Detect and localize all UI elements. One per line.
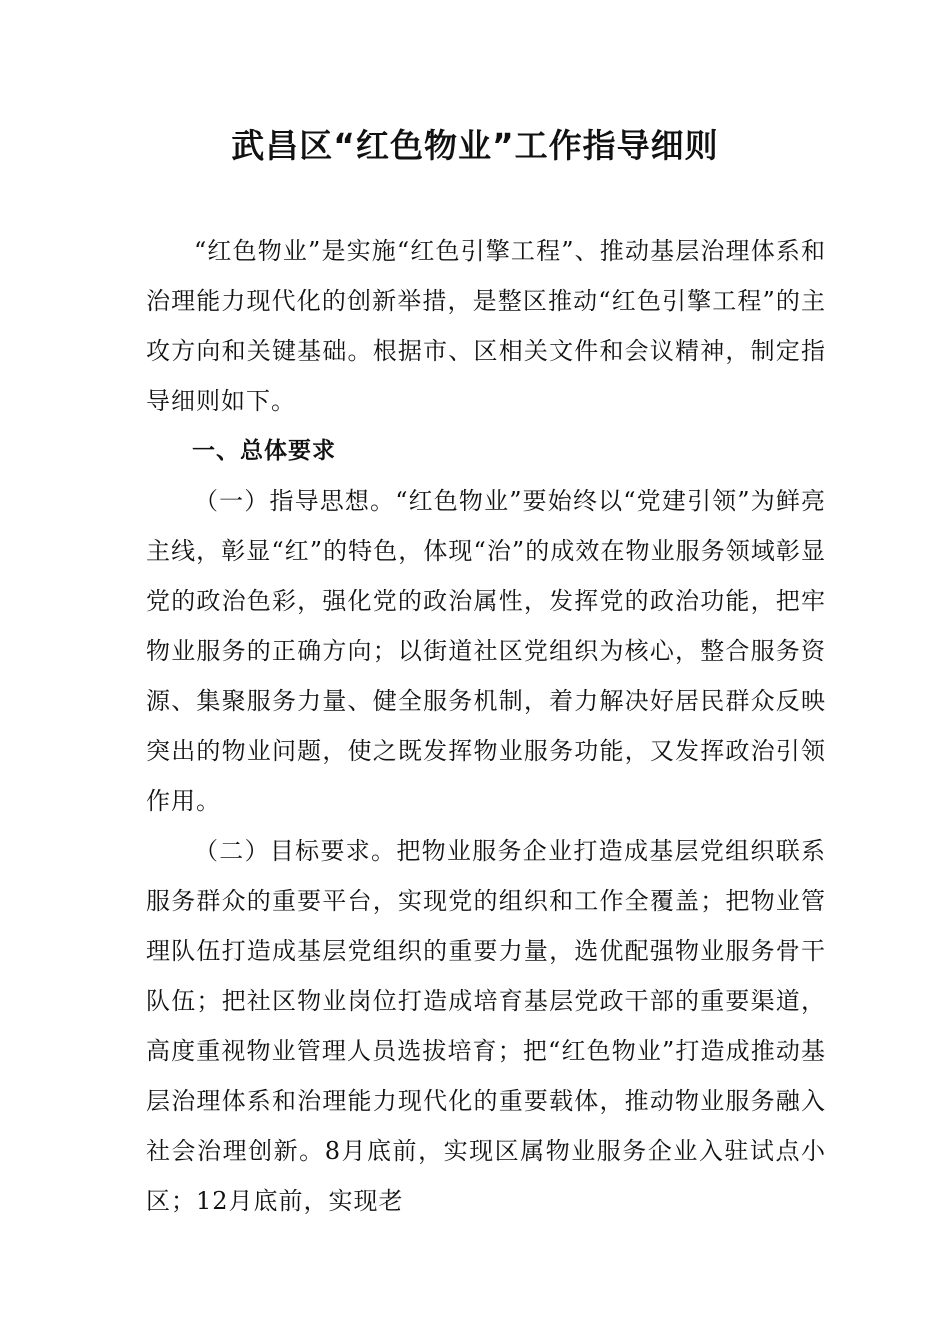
paragraph-guiding-ideology: （一）指导思想。“红色物业”要始终以“党建引领”为鲜亮主线，彰显“红”的特色，体现“治”的成效在物业服务领域彰显党的政治色彩，强化党的政治属性，发挥党的政治功能，把牢物业服务的正确方向；以街道社区党组织为核心，整合服务资源、集聚服务力量、健全服务机制，着力解决好居民群众反映突出的物业问题，使之既发挥物业服务功能，又发挥政治引领作用。 <box>146 487 826 815</box>
paragraph-target-requirements: （二）目标要求。把物业服务企业打造成基层党组织联系服务群众的重要平台，实现党的组织和工作全覆盖；把物业管理队伍打造成基层党组织的重要力量，选优配强物业服务骨干队伍；把社区物业岗位打造成培育基层党政干部的重要渠道，高度重视物业管理人员选拔培育；把“红色物业”打造成推动基层治理体系和治理能力现代化的重要载体，推动物业服务融入社会治理创新。8月底前，实现区属物业服务企业入驻试点小区；12月底前，实现老 <box>146 837 826 1215</box>
document-body <box>146 226 826 1226</box>
intro-paragraph: “红色物业”是实施“红色引擎工程”、推动基层治理体系和治理能力现代化的创新举措，是整区推动“红色引擎工程”的主攻方向和关键基础。根据市、区相关文件和会议精神，制定指导细则如下。 <box>146 237 826 415</box>
document-title: 武昌区“红色物业”工作指导细则 <box>231 126 719 165</box>
section-heading-general-requirements: 一、总体要求 <box>192 438 336 464</box>
